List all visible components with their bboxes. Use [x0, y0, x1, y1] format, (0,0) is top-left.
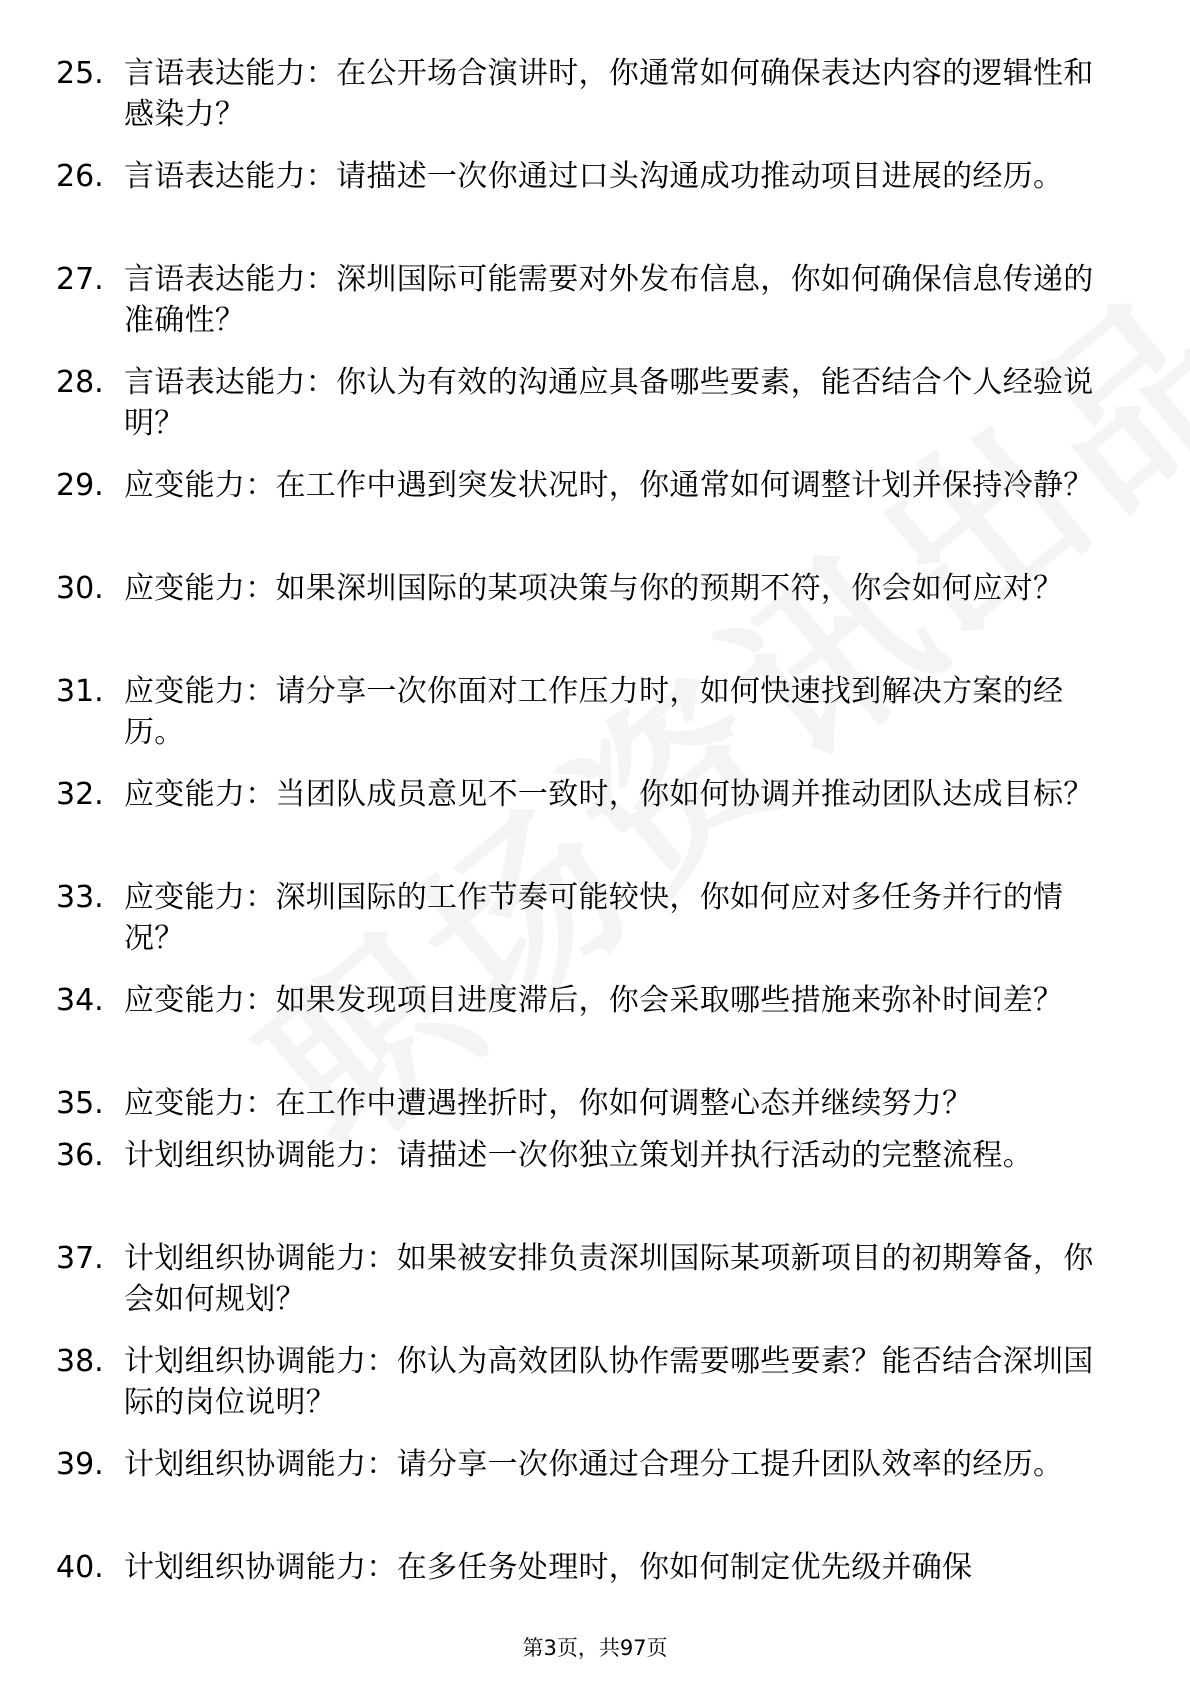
list-item: [0, 465, 1190, 568]
question-number: 30.: [56, 571, 104, 606]
question-text: 言语表达能力：深圳国际可能需要对外发布信息，你如何确保信息传递的准确性？: [124, 262, 1094, 338]
list-item: [0, 53, 1190, 156]
list-item: [0, 774, 1190, 877]
list-item: [0, 568, 1190, 671]
question-text: 言语表达能力：请描述一次你通过口头沟通成功推动项目进展的经历。: [124, 159, 1064, 194]
question-text: 应变能力：在工作中遭遇挫折时，你如何调整心态并继续努力？: [124, 1086, 973, 1121]
question-number: 32.: [56, 777, 104, 812]
question-text: 应变能力：当团队成员意见不一致时，你如何协调并推动团队达成目标？: [124, 777, 1094, 812]
question-text: 计划组织协调能力：请分享一次你通过合理分工提升团队效率的经历。: [124, 1447, 1064, 1482]
list-item: [0, 980, 1190, 1083]
question-number: 36.: [56, 1138, 104, 1173]
list-item: [0, 1083, 1190, 1135]
list-item: [0, 259, 1190, 362]
question-text: 应变能力：如果发现项目进度滞后，你会采取哪些措施来弥补时间差？: [124, 983, 1064, 1018]
question-number: 34.: [56, 983, 104, 1018]
list-item: [0, 156, 1190, 259]
question-text: 计划组织协调能力：如果被安排负责深圳国际某项新项目的初期筹备，你会如何规划？: [124, 1241, 1094, 1317]
question-number: 27.: [56, 262, 104, 297]
question-number: 39.: [56, 1447, 104, 1482]
question-text: 应变能力：深圳国际的工作节奏可能较快，你如何应对多任务并行的情况？: [124, 880, 1064, 956]
question-text: 言语表达能力：在公开场合演讲时，你通常如何确保表达内容的逻辑性和感染力？: [124, 56, 1094, 132]
question-number: 26.: [56, 159, 104, 194]
question-number: 35.: [56, 1086, 104, 1121]
question-number: 29.: [56, 468, 104, 503]
question-text: 应变能力：如果深圳国际的某项决策与你的预期不符，你会如何应对？: [124, 571, 1064, 606]
question-text: 应变能力：在工作中遇到突发状况时，你通常如何调整计划并保持冷静？: [124, 468, 1094, 503]
question-number: 37.: [56, 1241, 104, 1276]
question-list: [0, 53, 1190, 1599]
question-number: 33.: [56, 880, 104, 915]
question-text: 计划组织协调能力：请描述一次你独立策划并执行活动的完整流程。: [124, 1138, 1033, 1173]
question-number: 38.: [56, 1344, 104, 1379]
list-item: [0, 877, 1190, 980]
page-footer: 第3页，共97页: [522, 1636, 668, 1660]
question-text: 计划组织协调能力：你认为高效团队协作需要哪些要素？能否结合深圳国际的岗位说明？: [124, 1344, 1094, 1420]
question-number: 40.: [56, 1550, 104, 1585]
list-item: [0, 1547, 1190, 1599]
list-item: [0, 671, 1190, 774]
question-text: 言语表达能力：你认为有效的沟通应具备哪些要素，能否结合个人经验说明？: [124, 365, 1094, 441]
list-item: [0, 1135, 1190, 1238]
question-text: 应变能力：请分享一次你面对工作压力时，如何快速找到解决方案的经历。: [124, 674, 1064, 750]
list-item: [0, 1341, 1190, 1444]
question-number: 31.: [56, 674, 104, 709]
question-text: 计划组织协调能力：在多任务处理时，你如何制定优先级并确保: [124, 1550, 973, 1585]
question-number: 25.: [56, 56, 104, 91]
list-item: [0, 1444, 1190, 1547]
list-item: [0, 1238, 1190, 1341]
question-number: 28.: [56, 365, 104, 400]
list-item: [0, 362, 1190, 465]
